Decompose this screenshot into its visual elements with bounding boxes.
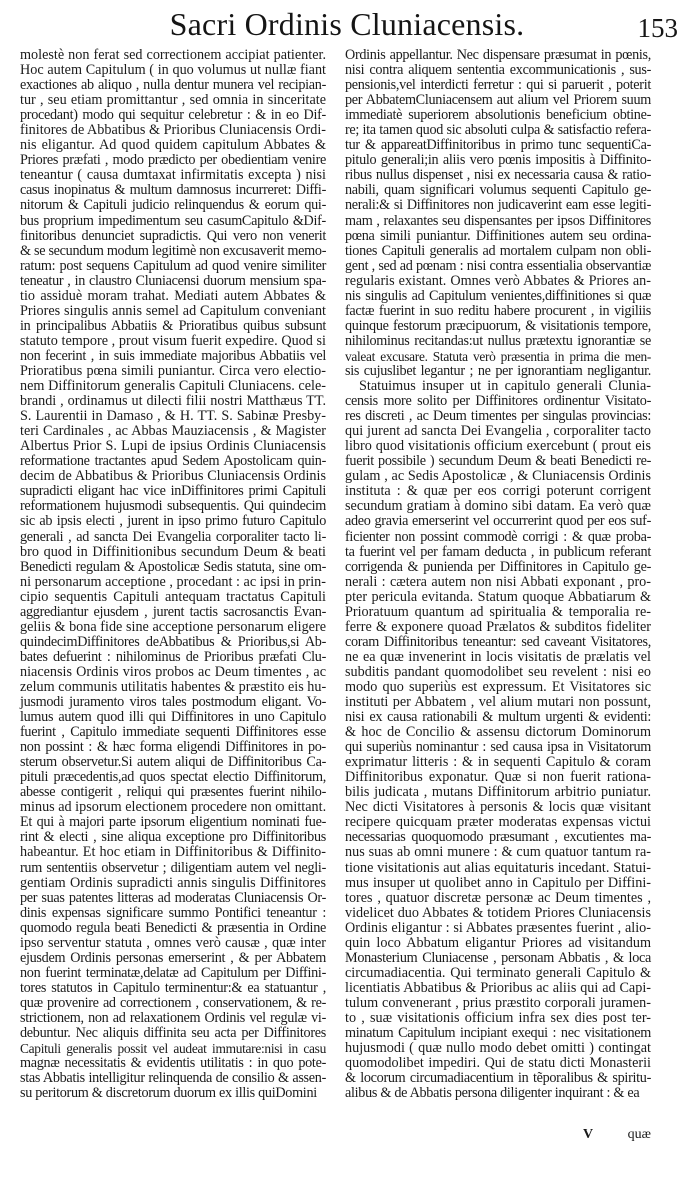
- text-line: abesse contigerit , reliqui qui præsentes fuerint nihilo-: [20, 784, 326, 801]
- text-line: nus suas ab omni munere : & cum quatuor tantum ra-: [345, 844, 651, 861]
- text-line: sic ab ipsis electi , jurent in ipso primo futuro Capitulo: [20, 513, 326, 530]
- text-line: regularis existant. Omnes verò Abbates & Priores an-: [345, 272, 651, 289]
- text-line: circumadiacentia. Qui terminato generali Capitulo &: [345, 964, 651, 981]
- text-line: pœna simili puniantur. Diffinitiones autem seu ordina-: [345, 227, 651, 244]
- page-number: 153: [637, 13, 678, 43]
- text-line: censis more solito per Diffinitores ordinentur Visitato-: [345, 393, 651, 410]
- text-line: ejusdem Ordinis personas emerserint , & per Abbatem: [20, 949, 326, 966]
- signature-mark: V: [583, 1127, 594, 1142]
- text-line: cipio sequentis Capituli antequam tractatus Capituli: [20, 588, 326, 605]
- text-line: ficienter non possint commodè corrigi : & quæ proba-: [345, 528, 651, 545]
- text-line: nisi ex causa rationabili & multum urgenti & evidenti:: [345, 709, 651, 726]
- text-line: nerali:& si Diffinitores non judicaverint eam esse legiti-: [345, 197, 651, 214]
- text-line: tores , quatuor discretæ personæ ac Deum timentes ,: [345, 889, 651, 906]
- text-line: libro quod visitationis officium exercebunt ( prout eis: [345, 438, 651, 455]
- text-line: habeantur. Et hoc etiam in Diffinitoribus & Diffinito-: [20, 844, 326, 861]
- text-line: Et qui à majori parte ipsorum eligentium nominati fue-: [20, 814, 326, 831]
- text-line: nitorum & Capituli judicio relinquendus & eorum qui-: [20, 197, 326, 214]
- page-footer: [345, 1127, 651, 1145]
- text-line: Prioratibus pœna simili puniantur. Circa vero electio-: [20, 362, 326, 379]
- text-line: non possint : & hæc forma eligendi Diffinitores in po-: [20, 739, 326, 756]
- text-line: Benedicti regulam & Apostolicæ Sedis statuta, sine om-: [20, 558, 326, 575]
- text-line: S. Laurentii in Damaso , & H. TT. S. Sabinæ Presby-: [20, 408, 326, 425]
- text-line: per suas patentes litteras ad moderatas Cluniacensis Or-: [20, 889, 326, 906]
- text-line: ta fuerint vel per famam deducta , in publicum referant: [345, 543, 651, 560]
- text-line: gent , sed ad pœnam : nisi contra essentialia observantiæ: [345, 257, 651, 274]
- text-line: exactiones ab aliquo , nulla dentur munera vel recipian-: [20, 77, 326, 94]
- text-line: quindecimDiffinitores deAbbatibus & Prioribus,si Ab-: [20, 633, 326, 650]
- text-line: casus inopinatus & multum damnosus incurreret: Diffi-: [20, 182, 326, 199]
- text-line: ne ea quæ invenerint in locis visitatis de prælatis vel: [345, 648, 651, 665]
- text-line: gulam , ac Sedis Apostolicæ , & Cluniacensis Ordinis: [345, 468, 651, 485]
- text-line: & se secundum modum legitimè non excusaverit memo-: [20, 242, 327, 259]
- text-line: rint & electi , sine aliqua exceptione pro Diffinitoribus: [20, 829, 326, 846]
- text-line: nihilominus recitandas:ut nullus prætextu ignorantiæ se: [345, 332, 651, 349]
- text-line: lumus autem quod illi qui Diffinitores in uno Capitulo: [20, 709, 326, 726]
- text-line: instituta : & quæ per eos corrigi poterunt corrigent: [345, 483, 651, 500]
- text-line: tores statutos in Capitulo terminentur:& ea statuantur ,: [20, 979, 326, 996]
- text-line: quomodolibet impediri. Qui de statu dicti Monasterii: [345, 1055, 651, 1072]
- text-line: rum sententiis observetur ; diligentiam autem vel negli-: [20, 859, 326, 876]
- text-line: geliis & bona fide sine acceptione personarum eligere: [20, 618, 326, 635]
- text-line: nisi contra aliquem sententia excommunicationis , sus-: [345, 62, 651, 79]
- text-line: tur , seu etiam promittantur , sed omnia in sinceritate: [20, 92, 326, 109]
- catchword: quæ: [627, 1127, 651, 1142]
- text-line: pensionis,vel interdicti ferretur : qui si paruerit , poterit: [345, 77, 651, 94]
- text-line: Priores singulis annis semel ad Capitulum conveniant: [20, 302, 326, 319]
- text-line: Nec dicti Visitatores à personis & locis quæ visitant: [345, 799, 651, 816]
- text-line: Prioratuum quantum ad spiritualia & temporalia re-: [345, 603, 651, 620]
- text-line: alibus & de Abbatis persona diligenter inquirant : & ea: [345, 1085, 640, 1102]
- text-line: gentiam Ordinis supradicti annis singulis Diffinitores: [20, 874, 326, 891]
- text-line: fuerint , Capitulo immediate sequenti Diffinitores esse: [20, 724, 326, 741]
- text-line: corrigenda & punienda per Diffinitores in Capitulo ge-: [345, 558, 651, 575]
- text-line: tio assiduè moram trahat. Mediati autem Abbates &: [20, 287, 326, 304]
- text-line: nis eligantur. Ad quod quidem capitulum Abbates &: [20, 137, 326, 154]
- text-line: coram Diffinitoribus teneantur: sed caveant Visitatores,: [345, 633, 651, 650]
- text-line: ni personarum acceptione , procedant : ac ipsi in prin-: [20, 573, 326, 590]
- text-line: magnæ necessitatis & evidentis utilitatis : in quo pote-: [20, 1055, 326, 1072]
- text-line: & locorum circumadiacentium in tẽporalibus & spiritu-: [345, 1070, 651, 1087]
- text-line: non fuerint terminatæ,delatæ ad Capitulum per Diffini-: [20, 964, 326, 981]
- text-line: reformationem hujusmodi subsequentis. Qui quindecim: [20, 498, 326, 515]
- text-line: finitoribus denunciet supradictis. Qui vero non venerit: [20, 227, 326, 244]
- text-line: adeo gravia emerserint vel occurrerint quod per eos suf-: [345, 513, 651, 530]
- text-line: supradicti eligant hac vice inDiffinitores primi Capituli: [20, 483, 326, 500]
- text-line: quomodo regula beati Benedicti & præsentia in Ordine: [20, 919, 326, 936]
- text-line: Monasterium Cluniacense , personam Abbatis , & loca: [345, 949, 651, 966]
- text-line: tione visitationis aut alias equitaturis incedant. Statui-: [345, 859, 651, 876]
- text-line: quin loco Abbatum eligantur Priores ad visitandum: [345, 934, 651, 951]
- text-line: necessarias quoquomodo præsumant , excutientes ma-: [345, 829, 651, 846]
- text-line: debuntur. Nec aliquis diffinita seu acta per Diffinitores: [20, 1025, 326, 1042]
- text-line: brandi , ordinamus ut dilecti filii nostri Matthæus TT.: [20, 393, 326, 410]
- page-header: [0, 0, 694, 44]
- text-line: Priores præfati , modo prædicto per obedientiam venire: [20, 152, 326, 169]
- text-line: Statuimus insuper ut in capitulo generali Clunia-: [359, 378, 651, 395]
- text-line: sterum observetur.Si autem aliqui de Diffinitoribus Ca-: [20, 754, 326, 771]
- text-line: molestè non ferat sed correctionem accipiat patienter.: [20, 47, 326, 63]
- text-line: fuerit possibile ) secundum Deum & beati Benedicti re-: [345, 453, 651, 470]
- text-line: zelum communis utilitatis habentes & præstito eis hu-: [20, 678, 327, 695]
- text-line: per AbbatemCluniacensem aut alium vel Priorem suum: [345, 92, 651, 109]
- text-line: ferre & exponere quoad Prælatos & subditos fideliter: [345, 618, 651, 635]
- text-line: ribus nullus dispenset , nisi ex necessaria causa & ratio-: [345, 167, 651, 184]
- text-line: Diffinitoribus exponatur. Quæ si non fuerit rationa-: [345, 769, 651, 786]
- text-line: mam , relaxantes seu dispensantes per ipsos Diffinitores: [345, 212, 651, 229]
- text-line: reformatione tractantes apud Sedem Apostolicam quin-: [20, 453, 326, 470]
- text-line: recipere quicquam præter moderatas expensas victui: [345, 814, 651, 831]
- running-title: Sacri Ordinis Cluniacensis.: [169, 6, 525, 42]
- text-line: nerali : cætera autem non nisi Abbati exponant , pro-: [345, 573, 651, 590]
- text-line: generali , ad sancta Dei Evangelia corporaliter tacto li-: [20, 528, 326, 545]
- text-line: quinque festorum præcipuorum, & visitationis tempore,: [345, 317, 651, 334]
- text-line: Ordinis eligantur : si Abbates præsentes fuerint , alio-: [345, 919, 651, 936]
- text-line: & hoc de Concilio & assensu dictorum Dominorum: [345, 724, 651, 741]
- text-line: Capituli generalis possit vel audeat immutare:nisi in casu: [20, 1041, 326, 1057]
- text-line: subditis pandant quomodolibet seu revelent : nisi eo: [345, 663, 651, 680]
- text-line: exprimatur litteris : & in sequenti Capitulo & coram: [345, 754, 651, 771]
- text-line: ipso serventur statuta , omnes verò causæ , quæ inter: [20, 934, 326, 951]
- text-line: niacensis Ordinis viros probos ac Deum timentes , ac: [20, 663, 326, 680]
- text-line: aggrediantur ejusdem , jurent tactis sacrosanctis Evan-: [20, 603, 326, 620]
- text-line: Ordinis appellantur. Nec dispensare præsumat in pœnis,: [345, 47, 651, 63]
- text-line: pituli præcedentis,ad quos spectat electio Diffinitorum,: [20, 769, 326, 786]
- text-line: sis cujuslibet legantur ; ne per ignorantiam negligantur.: [345, 362, 651, 379]
- text-line: decim de Abbatibus & Prioribus Cluniacensis Ordinis: [20, 468, 326, 485]
- text-line: bilis judicata , mutans Diffinitorum arbitrio puniatur.: [345, 784, 651, 801]
- text-line: instituti per Abbatem , vel alium mutari non possunt,: [345, 694, 651, 711]
- text-line: bates defuerint : nihilominus de Prioribus præfati Clu-: [20, 648, 326, 665]
- text-line: stas Abbatis intelligitur relinquenda de consilio & assen-: [20, 1070, 326, 1087]
- text-line: tiones Capituli generalis ad mortalem culpam non obli-: [345, 242, 651, 259]
- text-line: Albertus Prior S. Lupi de ipsius Ordinis Cluniacensis: [20, 438, 326, 455]
- text-line: strictionem, non ad relaxationem Ordinis vel regulæ vi-: [20, 1010, 326, 1026]
- text-line: Hoc autem Capitulum ( in quo volumus ut nullæ fiant: [20, 62, 326, 79]
- text-line: videlicet duo Abbates & totidem Priores Cluniacensis: [345, 904, 651, 921]
- text-line: su peritorum & discretorum duorum ex illis quiDomini: [20, 1085, 317, 1102]
- text-line: nabili, quam significari volumus sequenti Capitulo ge-: [345, 182, 651, 199]
- text-line: bus proprium impedimentum seu casumCapitulo &Dif-: [20, 212, 326, 229]
- text-line: qui superiùs nominantur : sed causa ipsa in Visitatorum: [345, 739, 651, 756]
- text-line: re; ita tamen quod sic absoluti culpa & satisfactio referа-: [345, 122, 651, 139]
- text-line: non fecerint , in suis immediate majoribus Abbatiis vel: [20, 347, 326, 364]
- text-line: procedant) modo qui sequitur celebretur : & in eo Dif-: [20, 107, 326, 124]
- text-line: pter pericula evitanda. Statum quoque Abbatiarum &: [345, 588, 651, 605]
- text-line: minus ad ipsorum electionem procedere non omittant.: [20, 799, 327, 816]
- text-line: nis singulis ad Capitulum venientes,diffinitiones si quæ: [345, 287, 651, 304]
- text-line: statuto tempore , prout visum fuerit expedire. Quod si: [20, 332, 326, 349]
- text-line: modo quo superiùs est expressum. Et Visitatores sic: [345, 678, 651, 695]
- left-column-text: [20, 48, 326, 1101]
- text-line: hujusmodi ( quæ nullo modo debet omitti ) contingat: [345, 1040, 651, 1057]
- right-column-text: [345, 48, 651, 1101]
- text-line: secundum gratiam à domino sibi datam. Ea verò quæ: [345, 498, 651, 515]
- text-line: teneantur ( causa dumtaxat infirmitatis excepta ) nisi: [20, 167, 326, 184]
- text-line: licentiatis Abbatibus & Prioribus ac aliis qui ad Capi-: [345, 979, 651, 996]
- text-line: ratum: post sequens Capitulum ad quod venire similiter: [20, 257, 326, 274]
- text-line: factæ fuerint in suo reditu habere procurent , in vigiliis: [345, 302, 651, 319]
- text-line: valeat excusare. Statuta verò præsentia in prima die men-: [345, 348, 651, 364]
- text-line: nem Diffinitorum generalis Capituli Cluniacens. cele-: [20, 378, 326, 395]
- text-line: tulum convenerant , prius præstito corporali juramen-: [345, 994, 651, 1011]
- text-line: teneatur , in claustro Cluniacensi duorum mensium spa-: [20, 272, 326, 289]
- text-line: qui jurent ad sancta Dei Evangelia , corporaliter tacto: [345, 423, 651, 440]
- text-line: dinis expensas significare summo Pontifici teneantur :: [20, 904, 326, 921]
- text-line: finitores de Abbatibus & Prioribus Cluniacensis Ordi-: [20, 122, 326, 139]
- text-line: immediatè superiorem absolutionis beneficium obtine-: [345, 107, 651, 124]
- text-line: quæ provenire ad correctionem , conservationem, & re-: [20, 994, 326, 1011]
- text-line: minatum Capitulum incipiant exequi : nec visitationem: [345, 1025, 651, 1042]
- text-line: jusmodi juramento viros tales postmodum eligant. Vo-: [20, 694, 326, 711]
- text-line: tur & appareatDiffinitoribus in primo tunc sequentiCa-: [345, 137, 651, 154]
- text-line: res discreti , ac Deum timentes per singulas provincias:: [345, 408, 651, 425]
- text-line: mus insuper ut quolibet anno in Capitulo per Diffini-: [345, 874, 651, 891]
- text-line: to , suæ visitationis officium infra sex dies post ter-: [345, 1010, 651, 1026]
- text-line: pitulo generali;in aliis vero pœnis impositis à Diffinito-: [345, 152, 651, 169]
- text-line: in principalibus Abbatiis & Prioratibus quibus subsunt: [20, 317, 326, 334]
- text-line: bro quod in Diffinitionibus secundum Deum & beati: [20, 543, 326, 560]
- text-line: teri Cardinales , ac Abbas Mauziacensis , & Magister: [20, 423, 326, 440]
